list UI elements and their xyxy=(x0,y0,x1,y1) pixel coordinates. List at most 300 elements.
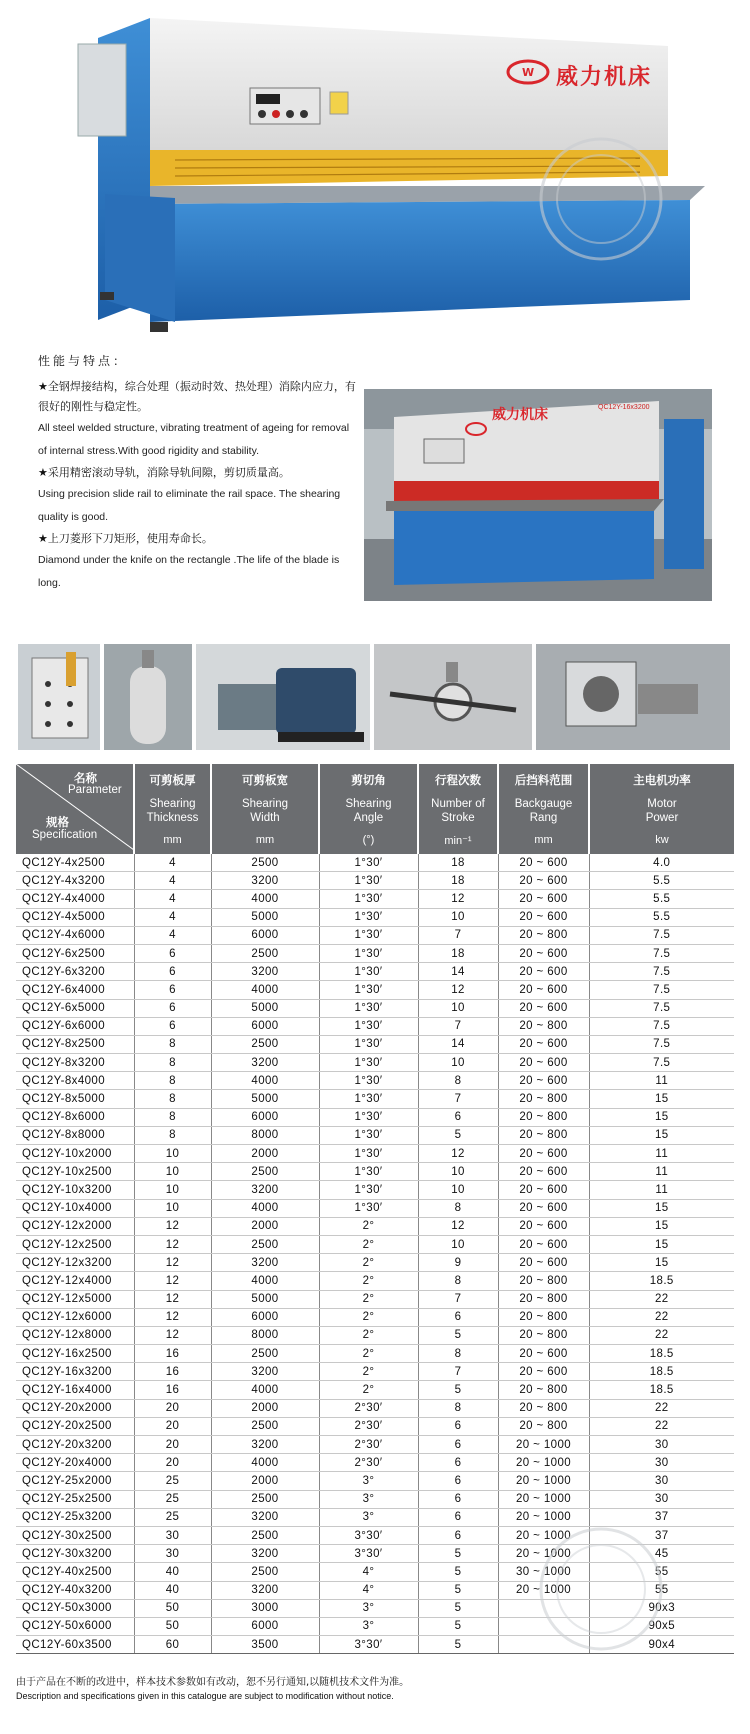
value-cell: 20 ~ 1000 xyxy=(498,1472,589,1490)
model-cell: QC12Y-25x2000 xyxy=(16,1472,134,1490)
value-cell: 5000 xyxy=(211,1290,319,1308)
table-row xyxy=(16,1272,734,1290)
header-en: Motor xyxy=(647,798,677,810)
value-cell: 12 xyxy=(134,1308,211,1326)
corner-spec-en: Specification xyxy=(32,829,98,841)
corner-name-cn: 名称 xyxy=(74,771,97,785)
value-cell: 4000 xyxy=(211,1072,319,1090)
table-row xyxy=(16,1326,734,1344)
value-cell: 2500 xyxy=(211,1035,319,1053)
table-row xyxy=(16,963,734,981)
table-row xyxy=(16,1490,734,1508)
value-cell: 1°30′ xyxy=(319,1145,418,1163)
table-row xyxy=(16,1017,734,1035)
table-header-row xyxy=(16,764,734,854)
value-cell: 7.5 xyxy=(589,963,734,981)
value-cell: 45 xyxy=(589,1545,734,1563)
table-row xyxy=(16,981,734,999)
value-cell: 1°30′ xyxy=(319,1017,418,1035)
brand-name: 威力机床 xyxy=(556,64,653,90)
model-cell: QC12Y-8x5000 xyxy=(16,1090,134,1108)
value-cell: 30 xyxy=(589,1436,734,1454)
value-cell xyxy=(498,1636,589,1654)
model-cell: QC12Y-12x2500 xyxy=(16,1235,134,1253)
value-cell: 4 xyxy=(134,908,211,926)
model-cell: QC12Y-20x2000 xyxy=(16,1399,134,1417)
value-cell: 12 xyxy=(134,1217,211,1235)
value-cell: 20 ~ 1000 xyxy=(498,1454,589,1472)
feature-3-en: Diamond under the knife on the rectangle .The life of the blade is long. xyxy=(38,554,340,589)
value-cell: 20 ~ 600 xyxy=(498,963,589,981)
feature-1-en: All steel welded structure, vibrating treatment of ageing for removal of internal stress.With good rigidity and stability. xyxy=(38,422,350,457)
model-cell: QC12Y-30x3200 xyxy=(16,1545,134,1563)
value-cell: 2° xyxy=(319,1235,418,1253)
value-cell: 20 ~ 600 xyxy=(498,1163,589,1181)
table-row xyxy=(16,1290,734,1308)
value-cell: 30 xyxy=(589,1472,734,1490)
model-cell: QC12Y-4x3200 xyxy=(16,872,134,890)
header-en: Stroke xyxy=(441,811,475,824)
header-cn: 剪切角 xyxy=(351,773,386,787)
value-cell: 12 xyxy=(418,1217,498,1235)
value-cell: 6 xyxy=(418,1454,498,1472)
table-row xyxy=(16,1035,734,1053)
value-cell: 6 xyxy=(134,963,211,981)
value-cell: 6 xyxy=(134,1017,211,1035)
value-cell: 5.5 xyxy=(589,872,734,890)
footnote xyxy=(16,1673,734,1701)
value-cell: 11 xyxy=(589,1072,734,1090)
model-cell: QC12Y-25x2500 xyxy=(16,1490,134,1508)
value-cell: 20 ~ 800 xyxy=(498,1290,589,1308)
model-cell: QC12Y-4x2500 xyxy=(16,854,134,872)
table-row xyxy=(16,908,734,926)
feature-2-en: Using precision slide rail to eliminate the rail space. The shearing quality is good. xyxy=(38,488,341,523)
table-row xyxy=(16,944,734,962)
model-cell: QC12Y-10x3200 xyxy=(16,1181,134,1199)
value-cell: 18.5 xyxy=(589,1272,734,1290)
value-cell: 2500 xyxy=(211,1235,319,1253)
value-cell: 15 xyxy=(589,1199,734,1217)
value-cell: 20 ~ 1000 xyxy=(498,1545,589,1563)
header-en: Number of xyxy=(431,797,485,810)
value-cell: 5000 xyxy=(211,999,319,1017)
header-cn: 可剪板宽 xyxy=(242,773,288,787)
value-cell: 5 xyxy=(418,1581,498,1599)
value-cell: 10 xyxy=(134,1199,211,1217)
value-cell: 60 xyxy=(134,1636,211,1654)
value-cell: 7.5 xyxy=(589,1017,734,1035)
value-cell: 3200 xyxy=(211,1508,319,1526)
spec-table xyxy=(16,764,734,1654)
value-cell: 20 ~ 1000 xyxy=(498,1508,589,1526)
value-cell: 3° xyxy=(319,1490,418,1508)
value-cell: 14 xyxy=(418,963,498,981)
model-cell: QC12Y-16x2500 xyxy=(16,1345,134,1363)
value-cell: 2° xyxy=(319,1290,418,1308)
value-cell: 6 xyxy=(134,999,211,1017)
value-cell: 6 xyxy=(418,1526,498,1544)
table-row xyxy=(16,872,734,890)
value-cell: 15 xyxy=(589,1235,734,1253)
value-cell: 18 xyxy=(418,944,498,962)
value-cell: 3200 xyxy=(211,872,319,890)
shearing-machine-photo xyxy=(0,0,750,345)
value-cell: 2° xyxy=(319,1381,418,1399)
value-cell: 2° xyxy=(319,1326,418,1344)
table-row xyxy=(16,1199,734,1217)
value-cell: 1°30′ xyxy=(319,1163,418,1181)
value-cell: 20 ~ 800 xyxy=(498,1090,589,1108)
value-cell: 6 xyxy=(418,1508,498,1526)
value-cell: 2500 xyxy=(211,1417,319,1435)
value-cell: 25 xyxy=(134,1508,211,1526)
table-row xyxy=(16,1254,734,1272)
value-cell: 20 ~ 600 xyxy=(498,1035,589,1053)
value-cell: 6 xyxy=(418,1417,498,1435)
value-cell: 22 xyxy=(589,1417,734,1435)
photo-brand-name: 威力机床 xyxy=(492,407,548,423)
value-cell: 2°30′ xyxy=(319,1399,418,1417)
value-cell: 20 ~ 600 xyxy=(498,1254,589,1272)
corner-name-en: Parameter xyxy=(68,784,122,796)
value-cell: 5 xyxy=(418,1563,498,1581)
model-cell: QC12Y-12x5000 xyxy=(16,1290,134,1308)
value-cell: 10 xyxy=(418,908,498,926)
value-cell: 4° xyxy=(319,1581,418,1599)
value-cell: 20 ~ 600 xyxy=(498,854,589,872)
header-thickness xyxy=(134,764,211,854)
value-cell: 16 xyxy=(134,1363,211,1381)
model-cell: QC12Y-10x2500 xyxy=(16,1163,134,1181)
footnote-cn: 由于产品在不断的改进中，样本技术参数如有改动，恕不另行通知,以随机技术文件为准。 xyxy=(16,1677,410,1688)
footnote-en: Description and specifications given in this catalogue are subject to modification without notice. xyxy=(16,1691,394,1701)
value-cell: 12 xyxy=(418,890,498,908)
feature-3-cn: ★上刀菱形下刀矩形，使用寿命长。 xyxy=(38,532,213,545)
header-motor xyxy=(589,764,734,854)
value-cell: 8 xyxy=(418,1272,498,1290)
header-stroke xyxy=(418,764,498,854)
value-cell: 4000 xyxy=(211,1272,319,1290)
value-cell: 7 xyxy=(418,1017,498,1035)
value-cell: 1°30′ xyxy=(319,872,418,890)
value-cell: 20 ~ 600 xyxy=(498,890,589,908)
value-cell: 4000 xyxy=(211,1454,319,1472)
header-cn: 后挡料范围 xyxy=(514,773,573,787)
table-row xyxy=(16,1526,734,1544)
value-cell: 5 xyxy=(418,1599,498,1617)
model-cell: QC12Y-12x2000 xyxy=(16,1217,134,1235)
value-cell: 1°30′ xyxy=(319,1090,418,1108)
header-en: Shearing xyxy=(345,798,392,810)
value-cell: 20 ~ 1000 xyxy=(498,1490,589,1508)
value-cell: 1°30′ xyxy=(319,981,418,999)
table-row xyxy=(16,1545,734,1563)
value-cell: 8 xyxy=(134,1126,211,1144)
value-cell: 8 xyxy=(134,1072,211,1090)
value-cell: 8000 xyxy=(211,1326,319,1344)
value-cell: 3°30′ xyxy=(319,1526,418,1544)
features-title: 性能与特点： xyxy=(38,354,129,368)
value-cell: 4000 xyxy=(211,890,319,908)
value-cell: 16 xyxy=(134,1345,211,1363)
value-cell: 2000 xyxy=(211,1399,319,1417)
value-cell: 5 xyxy=(418,1326,498,1344)
value-cell: 25 xyxy=(134,1490,211,1508)
model-cell: QC12Y-50x3000 xyxy=(16,1599,134,1617)
value-cell: 2500 xyxy=(211,944,319,962)
header-unit: (°) xyxy=(362,834,375,846)
value-cell: 22 xyxy=(589,1308,734,1326)
model-cell: QC12Y-12x8000 xyxy=(16,1326,134,1344)
value-cell: 11 xyxy=(589,1181,734,1199)
value-cell: 20 ~ 600 xyxy=(498,981,589,999)
model-cell: QC12Y-16x3200 xyxy=(16,1363,134,1381)
value-cell: 2°30′ xyxy=(319,1436,418,1454)
value-cell: 50 xyxy=(134,1617,211,1635)
value-cell: 8 xyxy=(418,1072,498,1090)
value-cell: 55 xyxy=(589,1581,734,1599)
value-cell: 5 xyxy=(418,1636,498,1654)
value-cell: 20 ~ 600 xyxy=(498,908,589,926)
value-cell: 1°30′ xyxy=(319,999,418,1017)
table-row xyxy=(16,1090,734,1108)
table-row xyxy=(16,1217,734,1235)
value-cell: 16 xyxy=(134,1381,211,1399)
value-cell: 20 ~ 600 xyxy=(498,872,589,890)
value-cell: 20 ~ 600 xyxy=(498,1054,589,1072)
model-cell: QC12Y-12x4000 xyxy=(16,1272,134,1290)
value-cell: 20 xyxy=(134,1436,211,1454)
value-cell: 20 xyxy=(134,1454,211,1472)
table-row xyxy=(16,1399,734,1417)
value-cell: 12 xyxy=(134,1290,211,1308)
value-cell: 20 ~ 600 xyxy=(498,1072,589,1090)
value-cell: 2° xyxy=(319,1363,418,1381)
table-row xyxy=(16,854,734,872)
value-cell: 2° xyxy=(319,1345,418,1363)
value-cell: 2500 xyxy=(211,1163,319,1181)
model-cell: QC12Y-4x6000 xyxy=(16,926,134,944)
value-cell: 20 ~ 800 xyxy=(498,1126,589,1144)
value-cell: 8 xyxy=(418,1199,498,1217)
value-cell: 8 xyxy=(134,1054,211,1072)
value-cell: 12 xyxy=(134,1326,211,1344)
model-cell: QC12Y-20x2500 xyxy=(16,1417,134,1435)
value-cell: 25 xyxy=(134,1472,211,1490)
value-cell: 4° xyxy=(319,1563,418,1581)
value-cell: 8 xyxy=(134,1108,211,1126)
value-cell: 18 xyxy=(418,872,498,890)
model-cell: QC12Y-40x2500 xyxy=(16,1563,134,1581)
table-row xyxy=(16,1308,734,1326)
value-cell xyxy=(498,1617,589,1635)
value-cell: 90x4 xyxy=(589,1636,734,1654)
value-cell: 7.5 xyxy=(589,999,734,1017)
value-cell: 1°30′ xyxy=(319,1072,418,1090)
value-cell: 10 xyxy=(134,1181,211,1199)
value-cell: 20 ~ 600 xyxy=(498,1181,589,1199)
value-cell: 1°30′ xyxy=(319,1126,418,1144)
table-row xyxy=(16,1581,734,1599)
spec-table-body xyxy=(16,854,734,1654)
corner-spec-cn: 规格 xyxy=(46,815,69,829)
value-cell: 8 xyxy=(134,1090,211,1108)
value-cell: 3° xyxy=(319,1599,418,1617)
value-cell: 12 xyxy=(418,1145,498,1163)
value-cell: 20 ~ 800 xyxy=(498,1417,589,1435)
value-cell: 4.0 xyxy=(589,854,734,872)
value-cell: 9 xyxy=(418,1254,498,1272)
table-row xyxy=(16,1054,734,1072)
value-cell: 6 xyxy=(418,1472,498,1490)
value-cell: 20 ~ 800 xyxy=(498,1108,589,1126)
table-row xyxy=(16,926,734,944)
value-cell: 6 xyxy=(134,981,211,999)
value-cell: 3200 xyxy=(211,1545,319,1563)
value-cell: 4000 xyxy=(211,1199,319,1217)
table-row xyxy=(16,1363,734,1381)
value-cell: 20 ~ 800 xyxy=(498,1326,589,1344)
value-cell: 12 xyxy=(134,1254,211,1272)
value-cell: 3200 xyxy=(211,1254,319,1272)
value-cell: 22 xyxy=(589,1399,734,1417)
value-cell: 20 ~ 1000 xyxy=(498,1436,589,1454)
value-cell: 5.5 xyxy=(589,890,734,908)
value-cell: 6 xyxy=(418,1490,498,1508)
value-cell: 40 xyxy=(134,1563,211,1581)
value-cell: 2° xyxy=(319,1254,418,1272)
header-unit: kw xyxy=(655,834,669,846)
svg-text:W: W xyxy=(522,66,535,79)
value-cell: 15 xyxy=(589,1254,734,1272)
value-cell: 2000 xyxy=(211,1472,319,1490)
model-cell: QC12Y-6x6000 xyxy=(16,1017,134,1035)
feature-2-cn: ★采用精密滚动导轨，消除导轨间隙，剪切质量高。 xyxy=(38,466,290,479)
value-cell: 2500 xyxy=(211,854,319,872)
value-cell: 7.5 xyxy=(589,981,734,999)
header-cn: 可剪板厚 xyxy=(149,773,196,787)
value-cell: 1°30′ xyxy=(319,963,418,981)
value-cell: 30 xyxy=(134,1545,211,1563)
value-cell: 8 xyxy=(134,1035,211,1053)
value-cell: 7 xyxy=(418,1090,498,1108)
value-cell: 30 ~ 1000 xyxy=(498,1563,589,1581)
model-cell: QC12Y-8x2500 xyxy=(16,1035,134,1053)
value-cell: 20 ~ 600 xyxy=(498,999,589,1017)
value-cell: 55 xyxy=(589,1563,734,1581)
detail-photo-strip xyxy=(18,644,730,750)
value-cell: 3200 xyxy=(211,963,319,981)
value-cell: 5000 xyxy=(211,1090,319,1108)
value-cell: 2000 xyxy=(211,1217,319,1235)
model-cell: QC12Y-8x4000 xyxy=(16,1072,134,1090)
model-cell: QC12Y-20x4000 xyxy=(16,1454,134,1472)
header-backgauge xyxy=(498,764,589,854)
feature-1-cn: ★全钢焊接结构，综合处理（振动时效、热处理）消除内应力，有很好的刚性与稳定性。 xyxy=(38,380,356,413)
value-cell: 2500 xyxy=(211,1526,319,1544)
value-cell: 2500 xyxy=(211,1345,319,1363)
value-cell: 8 xyxy=(418,1345,498,1363)
header-cn: 主电机功率 xyxy=(633,773,691,787)
value-cell: 90x5 xyxy=(589,1617,734,1635)
value-cell: 4000 xyxy=(211,981,319,999)
model-cell: QC12Y-10x2000 xyxy=(16,1145,134,1163)
value-cell: 20 ~ 600 xyxy=(498,1145,589,1163)
value-cell: 37 xyxy=(589,1526,734,1544)
header-corner xyxy=(16,764,134,854)
value-cell: 18.5 xyxy=(589,1363,734,1381)
value-cell: 10 xyxy=(418,999,498,1017)
table-row xyxy=(16,1508,734,1526)
value-cell: 18.5 xyxy=(589,1381,734,1399)
value-cell: 6 xyxy=(418,1436,498,1454)
value-cell: 5000 xyxy=(211,908,319,926)
table-row xyxy=(16,1163,734,1181)
value-cell: 1°30′ xyxy=(319,1181,418,1199)
header-en: Backgauge xyxy=(514,798,573,810)
value-cell: 4 xyxy=(134,872,211,890)
value-cell: 4 xyxy=(134,926,211,944)
value-cell: 90x3 xyxy=(589,1599,734,1617)
value-cell: 5 xyxy=(418,1617,498,1635)
value-cell: 6000 xyxy=(211,1108,319,1126)
value-cell: 10 xyxy=(418,1235,498,1253)
machine-plate: QC12Y-16x3200 xyxy=(598,404,650,411)
value-cell: 20 ~ 600 xyxy=(498,1363,589,1381)
model-cell: QC12Y-4x5000 xyxy=(16,908,134,926)
value-cell: 20 xyxy=(134,1399,211,1417)
value-cell: 6000 xyxy=(211,926,319,944)
table-row xyxy=(16,1417,734,1435)
value-cell: 6 xyxy=(418,1308,498,1326)
value-cell: 12 xyxy=(418,981,498,999)
value-cell: 20 ~ 800 xyxy=(498,1308,589,1326)
header-en: Width xyxy=(250,812,280,824)
value-cell: 30 xyxy=(134,1526,211,1544)
table-row xyxy=(16,1072,734,1090)
value-cell: 6000 xyxy=(211,1308,319,1326)
value-cell: 3200 xyxy=(211,1581,319,1599)
model-cell: QC12Y-20x3200 xyxy=(16,1436,134,1454)
model-cell: QC12Y-60x3500 xyxy=(16,1636,134,1654)
model-cell: QC12Y-50x6000 xyxy=(16,1617,134,1635)
header-width xyxy=(211,764,319,854)
value-cell: 10 xyxy=(418,1181,498,1199)
value-cell: 2° xyxy=(319,1272,418,1290)
value-cell: 4 xyxy=(134,890,211,908)
model-cell: QC12Y-8x3200 xyxy=(16,1054,134,1072)
table-row xyxy=(16,1454,734,1472)
value-cell: 50 xyxy=(134,1599,211,1617)
header-en: Shearing xyxy=(149,798,196,810)
value-cell: 7 xyxy=(418,1363,498,1381)
model-cell: QC12Y-6x5000 xyxy=(16,999,134,1017)
model-cell: QC12Y-30x2500 xyxy=(16,1526,134,1544)
value-cell: 10 xyxy=(134,1145,211,1163)
value-cell: 15 xyxy=(589,1090,734,1108)
value-cell: 15 xyxy=(589,1217,734,1235)
value-cell: 4000 xyxy=(211,1381,319,1399)
value-cell: 18.5 xyxy=(589,1345,734,1363)
value-cell: 20 ~ 1000 xyxy=(498,1526,589,1544)
value-cell: 2° xyxy=(319,1217,418,1235)
model-cell: QC12Y-12x6000 xyxy=(16,1308,134,1326)
value-cell: 20 ~ 600 xyxy=(498,1235,589,1253)
table-row xyxy=(16,1436,734,1454)
header-unit: mm xyxy=(255,834,275,846)
value-cell: 2°30′ xyxy=(319,1454,418,1472)
